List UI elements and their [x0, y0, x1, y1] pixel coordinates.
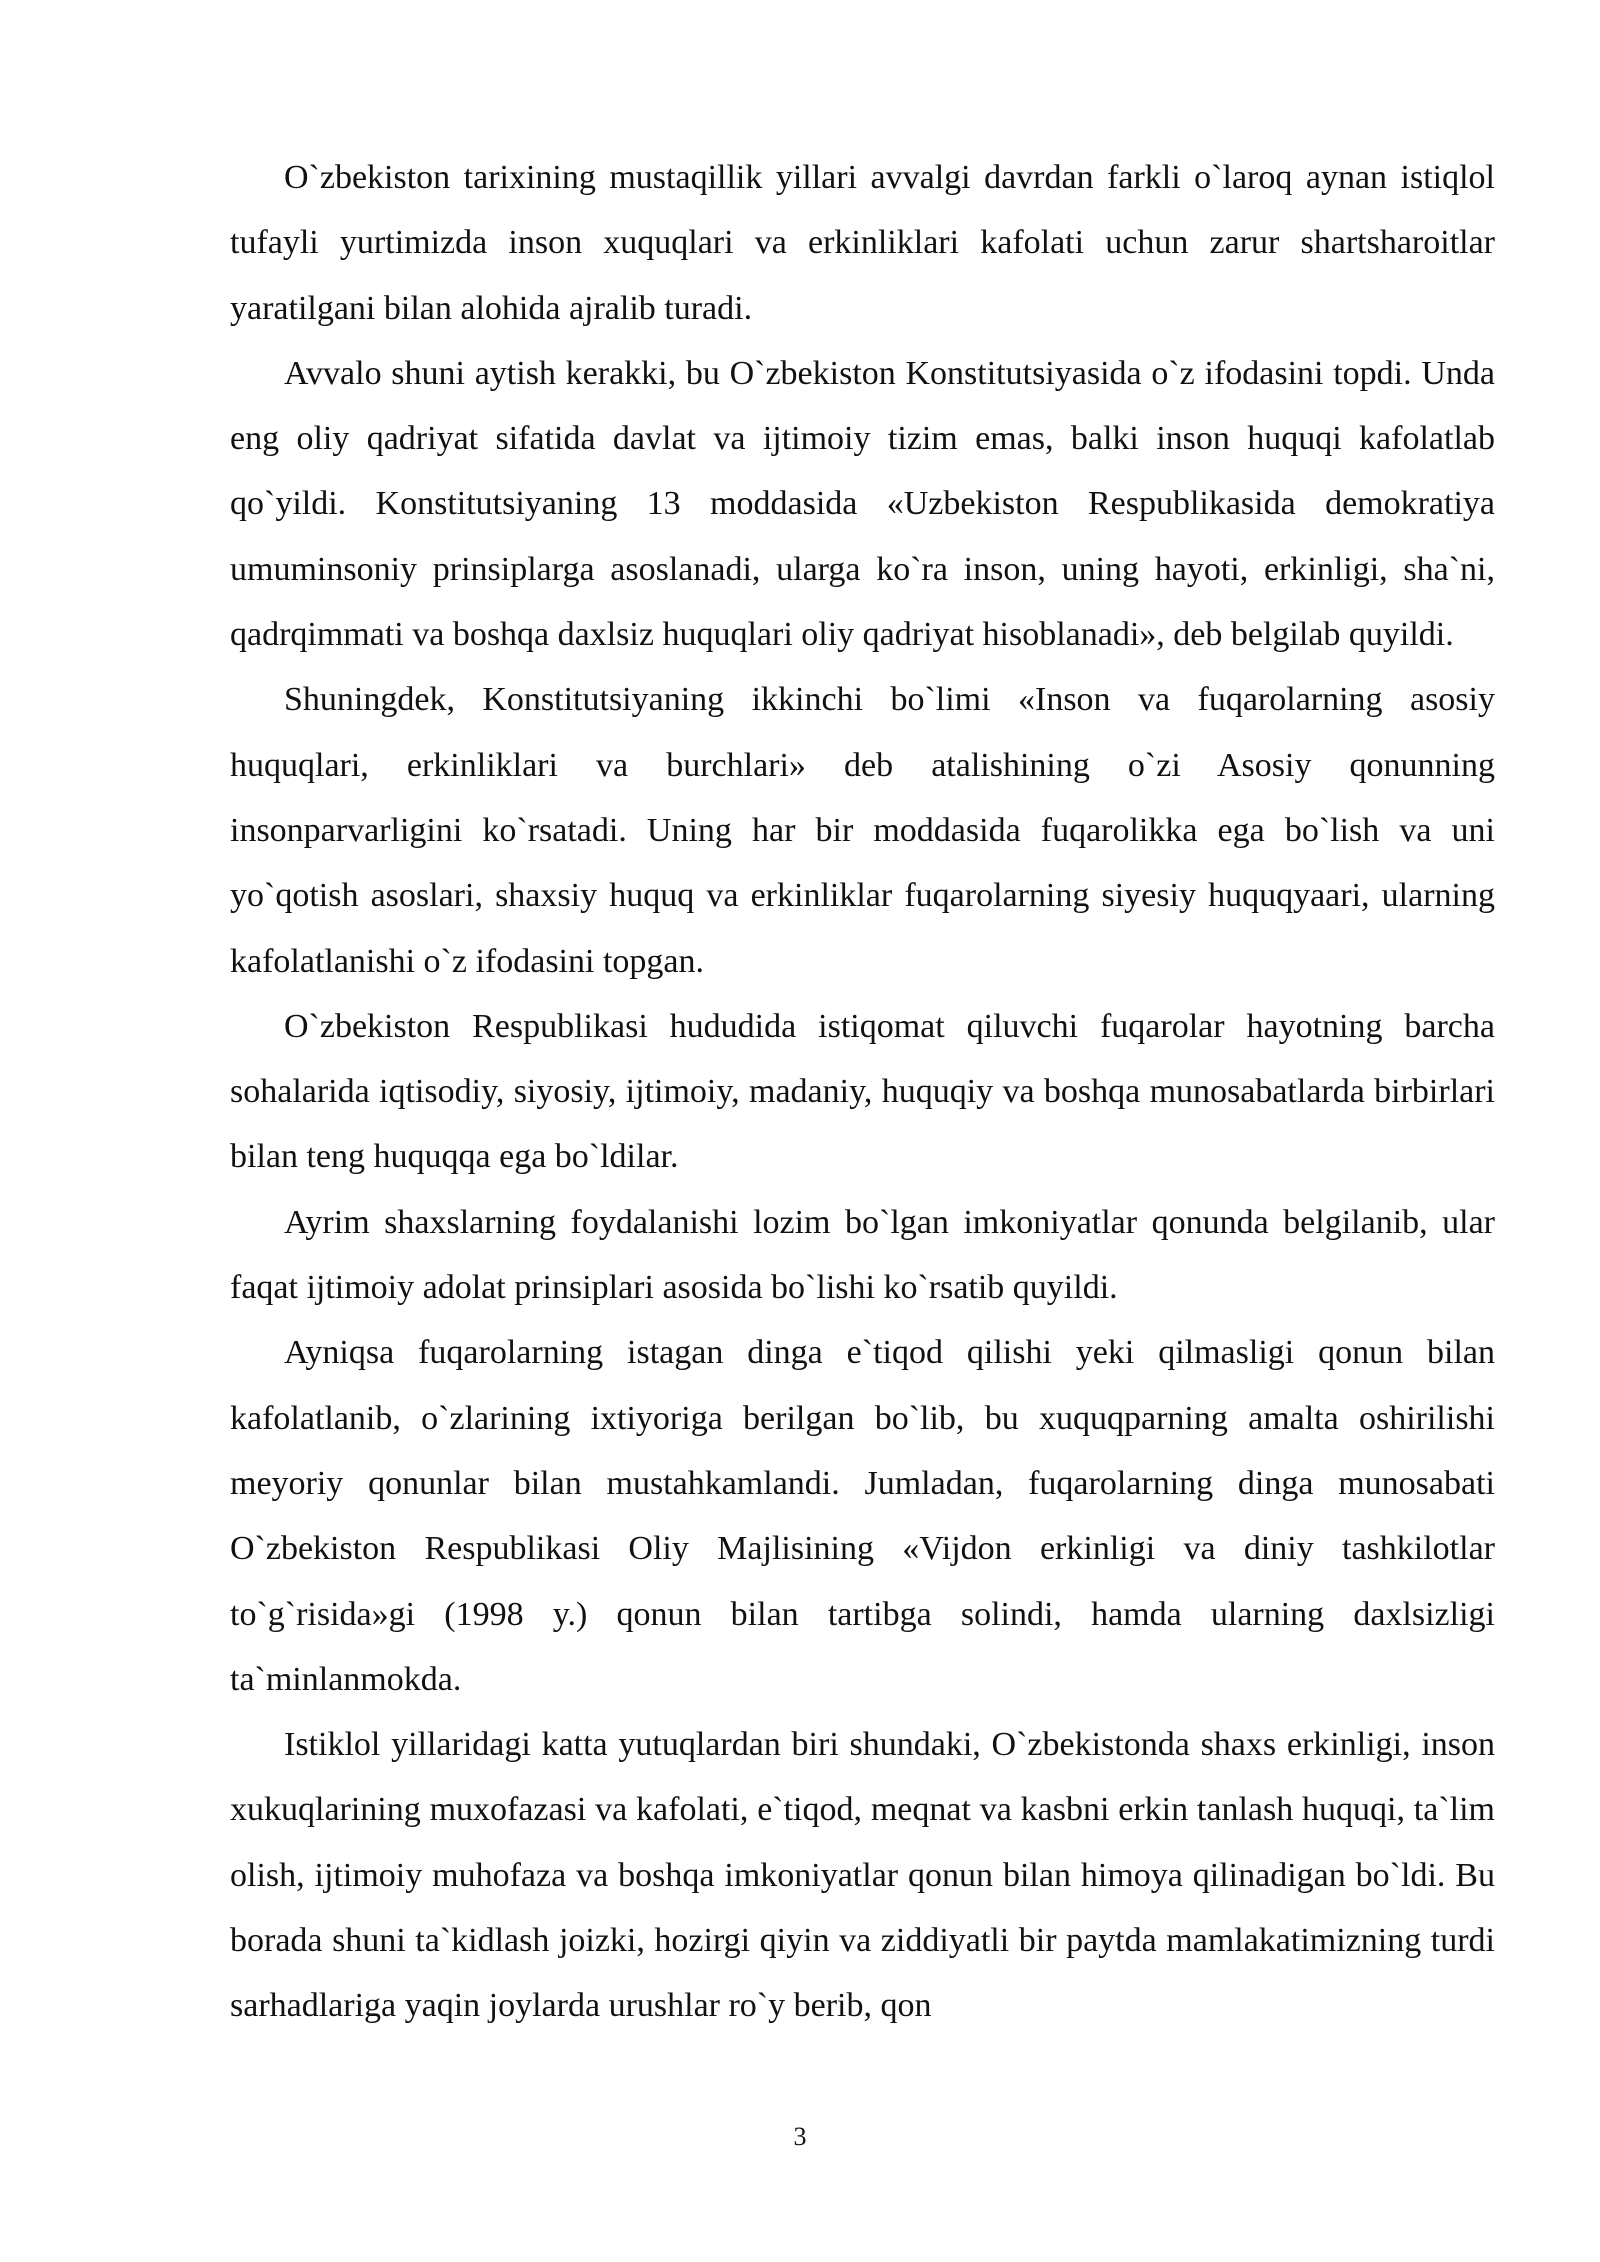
paragraph-2: Avvalo shuni aytish kerakki, bu O`zbekiston Konstitutsiyasida o`z ifodasini topdi. Unda eng oliy qadriyat sifatida davlat va ijtimoiy tizim emas, balki inson huquqi kafolatlab qo`yildi. Konstitutsiyaning 13 moddasida «Uzbekiston Respublikasida demokratiya umuminsoniy prinsiplarga asoslanadi, ularga ko`ra inson, uning hayoti, erkinligi, sha`ni, qadrqimmati va boshqa daxlsiz huquqlari oliy qadriyat hisoblanadi», deb belgilab quyildi. [230, 354, 1495, 654]
paragraph-6: Ayniqsa fuqarolarning istagan dinga e`tiqod qilishi yeki qilmasligi qonun bilan kafolatlanib, o`zlarining ixtiyoriga berilgan bo`lib, bu xuquqparning amalta oshirilishi meyoriy qonunlar bilan mustahkamlandi. Jumladan, fuqarolarning dinga munosabati O`zbekiston Respublikasi Oliy Majlisining «Vijdon erkinligi va diniy tashkilotlar to`g`risida»gi (1998 y.) qonun bilan tartibga solindi, hamda ularning daxlsizligi ta`minlanmokda. [230, 1334, 1495, 1698]
paragraph-3: Shuningdek, Konstitutsiyaning ikkinchi bo`limi «Inson va fuqarolarning asosiy huquqlari, erkinliklari va burchlari» deb atalishining o`zi Asosiy qonunning insonparvarligini ko`rsatadi. Uning har bir moddasida fuqarolikka ega bo`lish va uni yo`qotish asoslari, shaxsiy huquq va erkinliklar fuqarolarning siyesiy huquqyaari, ularning kafolatlanishi o`z ifodasini topgan. [230, 681, 1495, 980]
page-number: 3 [793, 2122, 807, 2151]
paragraph-5: Ayrim shaxslarning foydalanishi lozim bo`lgan imkoniyatlar qonunda belgilanib, ular faqat ijtimoiy adolat prinsiplari asosida bo`lishi ko`rsatib quyildi. [230, 1203, 1495, 1307]
paragraph-1: O`zbekiston tarixining mustaqillik yillari avvalgi davrdan farkli o`laroq aynan istiqlol tufayli yurtimizda inson xuquqlari va erkinliklari kafolati uchun zarur shartsharoitlar yaratilgani bilan alohida ajralib turadi. [230, 159, 1495, 327]
paragraph-4: O`zbekiston Respublikasi hududida istiqomat qiluvchi fuqarolar hayotning barcha sohalarida iqtisodiy, siyosiy, ijtimoiy, madaniy, huquqiy va boshqa munosabatlarda birbirlari bilan teng huquqqa ega bo`ldilar. [230, 1007, 1495, 1176]
paragraph-7: Istiklol yillaridagi katta yutuqlardan biri shundaki, O`zbekistonda shaxs erkinligi, inson xukuqlarining muxofazasi va kafolati, e`tiqod, meqnat va kasbni erkin tanlash huquqi, ta`lim olish, ijtimoiy muhofaza va boshqa imkoniyatlar qonun bilan himoya qilinadigan bo`ldi. Bu borada shuni ta`kidlash joizki, hozirgi qiyin va ziddiyatli bir paytda mamlakatimizning turdi sarhadlariga yaqin joylarda urushlar ro`y berib, qon [230, 1726, 1495, 2025]
document-page [230, 145, 1495, 2039]
